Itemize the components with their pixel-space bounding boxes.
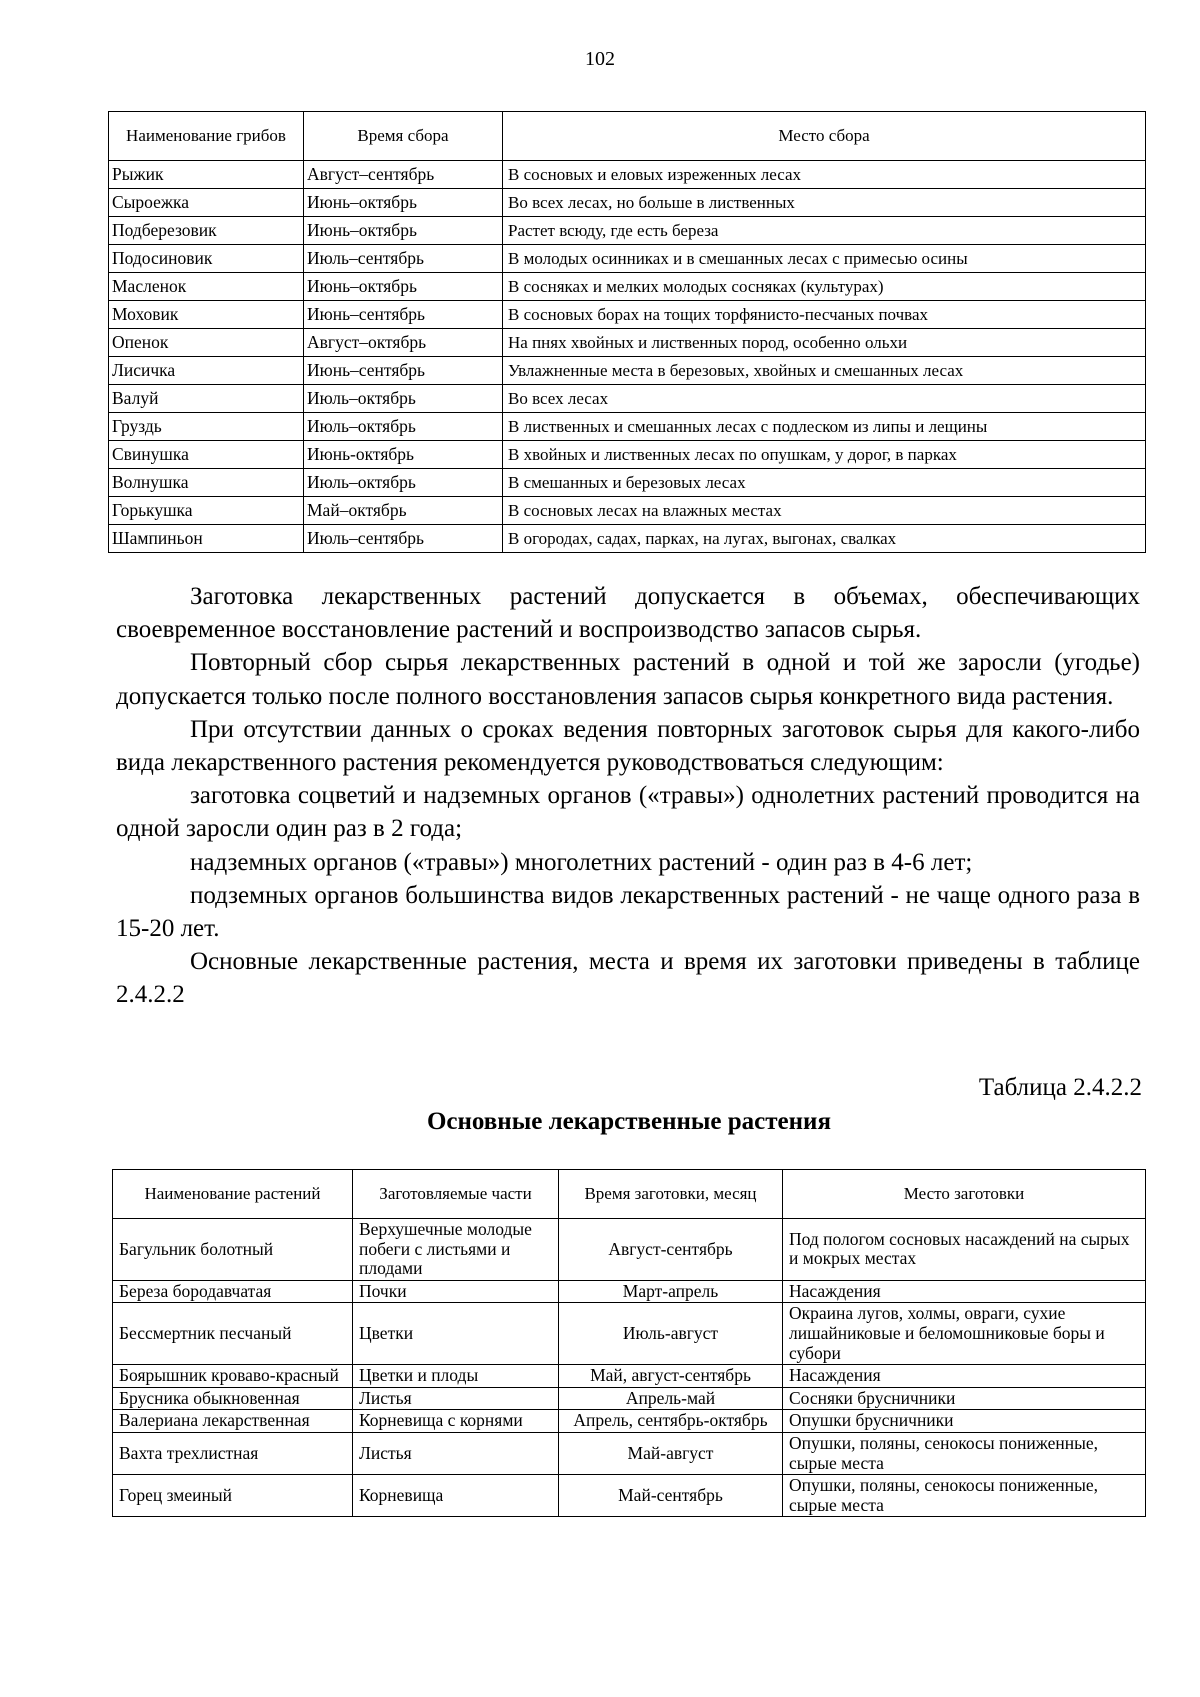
table-row bbox=[113, 1303, 1146, 1365]
paragraph: подземных органов большинства видов лекарственных растений - не чаще одного раза в 15-20 лет. bbox=[116, 881, 1140, 943]
table-cell: Волнушка bbox=[109, 469, 304, 497]
table-row bbox=[113, 1365, 1146, 1388]
table-cell: Июль–сентябрь bbox=[304, 525, 503, 553]
table-cell: Багульник болотный bbox=[113, 1219, 353, 1281]
table-row bbox=[109, 217, 1146, 245]
column-header: Наименование растений bbox=[113, 1170, 353, 1219]
table-cell: В лиственных и смешанных лесах с подлеском из липы и лещины bbox=[503, 413, 1146, 441]
table-cell: Опенок bbox=[109, 329, 304, 357]
column-header: Место сбора bbox=[503, 112, 1146, 161]
table-cell: Шампиньон bbox=[109, 525, 304, 553]
table-row bbox=[113, 1432, 1146, 1474]
table-cell: Вахта трехлистная bbox=[113, 1432, 353, 1474]
table-cell: Верхушечные молодые побеги с листьями и плодами bbox=[353, 1219, 559, 1281]
table-row bbox=[109, 161, 1146, 189]
body-text bbox=[116, 580, 1140, 1012]
table-cell: На пнях хвойных и лиственных пород, особенно ольхи bbox=[503, 329, 1146, 357]
table-cell: В огородах, садах, парках, на лугах, выгонах, свалках bbox=[503, 525, 1146, 553]
table-row bbox=[113, 1387, 1146, 1410]
table-cell: Горец змеиный bbox=[113, 1475, 353, 1517]
column-header: Наименование грибов bbox=[109, 112, 304, 161]
table-cell: Цветки bbox=[353, 1303, 559, 1365]
table-cell: В смешанных и березовых лесах bbox=[503, 469, 1146, 497]
table-cell: Август–сентябрь bbox=[304, 161, 503, 189]
table-cell: Цветки и плоды bbox=[353, 1365, 559, 1388]
table-cell: Июнь–сентябрь bbox=[304, 301, 503, 329]
table-cell: Во всех лесах bbox=[503, 385, 1146, 413]
paragraph: Основные лекарственные растения, места и время их заготовки приведены в таблице 2.4.2.2 bbox=[116, 948, 1140, 1009]
plants-table bbox=[112, 1169, 1146, 1517]
table-row bbox=[113, 1475, 1146, 1517]
table-cell: В сосновых и еловых изреженных лесах bbox=[503, 161, 1146, 189]
table-cell: Рыжик bbox=[109, 161, 304, 189]
table-row bbox=[109, 301, 1146, 329]
table-cell: Июль-август bbox=[559, 1303, 783, 1365]
table-cell: В хвойных и лиственных лесах по опушкам, у дорог, в парках bbox=[503, 441, 1146, 469]
column-header: Время заготовки, месяц bbox=[559, 1170, 783, 1219]
table-cell: Боярышник кроваво-красный bbox=[113, 1365, 353, 1388]
paragraph: надземных органов («травы») многолетних растений - один раз в 4-6 лет; bbox=[190, 848, 973, 876]
table-cell: Брусника обыкновенная bbox=[113, 1387, 353, 1410]
table-title: Основные лекарственные растения bbox=[426, 1108, 831, 1135]
table-cell: Моховик bbox=[109, 301, 304, 329]
table-cell: Август–октябрь bbox=[304, 329, 503, 357]
table-cell: Июнь–октябрь bbox=[304, 189, 503, 217]
table-cell: Май-сентябрь bbox=[559, 1475, 783, 1517]
table-cell: Июнь–октябрь bbox=[304, 273, 503, 301]
table-cell: Май–октябрь bbox=[304, 497, 503, 525]
table-row bbox=[109, 357, 1146, 385]
page-number: 102 bbox=[585, 48, 615, 70]
paragraph: При отсутствии данных о сроках ведения повторных заготовок сырья для какого-либо вида лекарственного растения рекомендуется руководствоваться следующим: bbox=[116, 715, 1140, 777]
table-row bbox=[109, 469, 1146, 497]
table-cell: Апрель-май bbox=[559, 1387, 783, 1410]
table-cell: Валериана лекарственная bbox=[113, 1410, 353, 1433]
column-header: Место заготовки bbox=[783, 1170, 1146, 1219]
table-row bbox=[109, 189, 1146, 217]
table-row bbox=[109, 497, 1146, 525]
table-cell: Опушки, поляны, сенокосы пониженные, сырые места bbox=[783, 1475, 1146, 1517]
column-header: Заготовляемые части bbox=[353, 1170, 559, 1219]
table-cell: Сыроежка bbox=[109, 189, 304, 217]
table-cell: Опушки, поляны, сенокосы пониженные, сырые места bbox=[783, 1432, 1146, 1474]
column-header: Время сбора bbox=[304, 112, 503, 161]
table-cell: Окраина лугов, холмы, овраги, сухие лишайниковые и беломошниковые боры и субори bbox=[783, 1303, 1146, 1365]
table-cell: Подберезовик bbox=[109, 217, 304, 245]
table-cell: Подосиновик bbox=[109, 245, 304, 273]
table-cell: Июль–октябрь bbox=[304, 469, 503, 497]
table-cell: Горькушка bbox=[109, 497, 304, 525]
table-cell: Май, август-сентябрь bbox=[559, 1365, 783, 1388]
paragraph: Заготовка лекарственных растений допускается в объемах, обеспечивающих своевременное восстановление растений и воспроизводство запасов сырья. bbox=[116, 583, 1140, 644]
table-cell: В сосновых лесах на влажных местах bbox=[503, 497, 1146, 525]
table-cell: Увлажненные места в березовых, хвойных и смешанных лесах bbox=[503, 357, 1146, 385]
table-cell: Масленок bbox=[109, 273, 304, 301]
table-row bbox=[109, 441, 1146, 469]
paragraph: Повторный сбор сырья лекарственных растений в одной и той же заросли (угодье) допускается только после полного восстановления запасов сырья конкретного вида растения. bbox=[116, 649, 1140, 710]
table-cell: Валуй bbox=[109, 385, 304, 413]
table-row bbox=[113, 1219, 1146, 1281]
table-cell: Насаждения bbox=[783, 1280, 1146, 1303]
table-cell: Июнь–сентябрь bbox=[304, 357, 503, 385]
table-row bbox=[109, 273, 1146, 301]
table-cell: Август-сентябрь bbox=[559, 1219, 783, 1281]
table-cell: Июнь–октябрь bbox=[304, 217, 503, 245]
table-cell: Апрель, сентябрь-октябрь bbox=[559, 1410, 783, 1433]
table-cell: Под пологом сосновых насаждений на сырых и мокрых местах bbox=[783, 1219, 1146, 1281]
table-cell: Июль–октябрь bbox=[304, 413, 503, 441]
table-row bbox=[109, 245, 1146, 273]
table-cell: Июль–сентябрь bbox=[304, 245, 503, 273]
table-cell: В молодых осинниках и в смешанных лесах с примесью осины bbox=[503, 245, 1146, 273]
table-cell: Март-апрель bbox=[559, 1280, 783, 1303]
table-header-row bbox=[113, 1170, 1146, 1219]
table-row bbox=[109, 385, 1146, 413]
table-cell: Растет всюду, где есть береза bbox=[503, 217, 1146, 245]
table-row bbox=[113, 1280, 1146, 1303]
table-cell: Опушки брусничники bbox=[783, 1410, 1146, 1433]
table-cell: Корневища bbox=[353, 1475, 559, 1517]
table-cell: Сосняки брусничники bbox=[783, 1387, 1146, 1410]
table-cell: Свинушка bbox=[109, 441, 304, 469]
table-label: Таблица 2.4.2.2 bbox=[978, 1074, 1142, 1101]
table-cell: Лисичка bbox=[109, 357, 304, 385]
table-cell: Июль–октябрь bbox=[304, 385, 503, 413]
table-row bbox=[109, 525, 1146, 553]
table-cell: Береза бородавчатая bbox=[113, 1280, 353, 1303]
table-cell: Бессмертник песчаный bbox=[113, 1303, 353, 1365]
table-cell: Июнь-октябрь bbox=[304, 441, 503, 469]
table-cell: Насаждения bbox=[783, 1365, 1146, 1388]
mushroom-table bbox=[108, 111, 1146, 553]
table-cell: Корневища с корнями bbox=[353, 1410, 559, 1433]
table-row bbox=[109, 329, 1146, 357]
table-row bbox=[113, 1410, 1146, 1433]
table-cell: Листья bbox=[353, 1432, 559, 1474]
table-row bbox=[109, 413, 1146, 441]
table-cell: Груздь bbox=[109, 413, 304, 441]
table-cell: Листья bbox=[353, 1387, 559, 1410]
table-cell: Май-август bbox=[559, 1432, 783, 1474]
table-cell: В сосняках и мелких молодых сосняках (культурах) bbox=[503, 273, 1146, 301]
table-header-row bbox=[109, 112, 1146, 161]
table-cell: Во всех лесах, но больше в лиственных bbox=[503, 189, 1146, 217]
paragraph: заготовка соцветий и надземных органов («травы») однолетних растений проводится на одной заросли один раз в 2 года; bbox=[116, 782, 1140, 843]
table-cell: В сосновых борах на тощих торфянисто-песчаных почвах bbox=[503, 301, 1146, 329]
table-cell: Почки bbox=[353, 1280, 559, 1303]
